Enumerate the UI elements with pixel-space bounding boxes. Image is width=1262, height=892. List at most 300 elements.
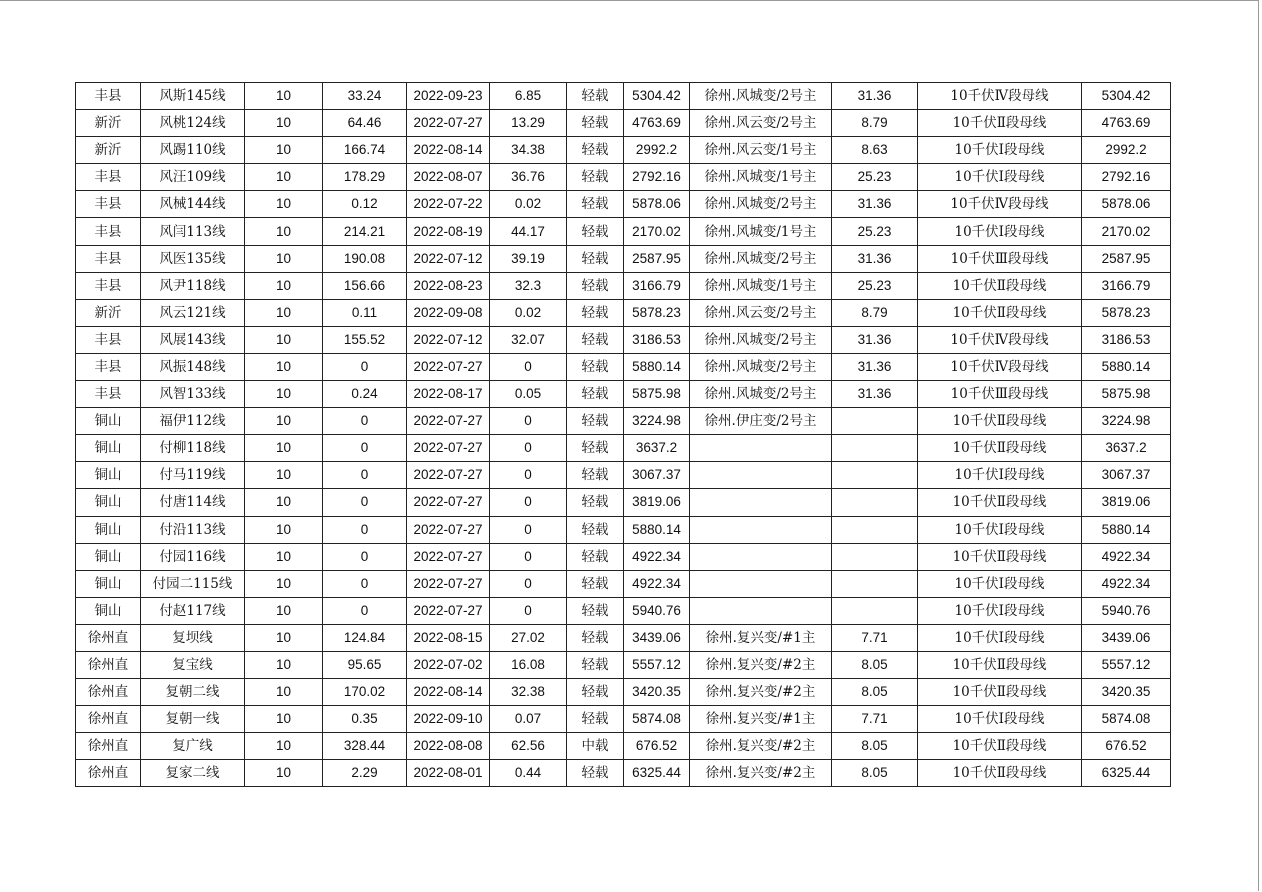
table-row [76,435,1171,462]
cell-load-rate: 0.44 [490,760,567,787]
cell-transformer-rate: 7.71 [832,624,918,651]
cell-date: 2022-07-27 [407,543,490,570]
cell-capacity: 6325.44 [624,760,690,787]
cell-substation: 徐州.风城变/1号主 [690,218,832,245]
cell-region: 丰县 [76,191,141,218]
cell-load-status: 轻载 [567,137,624,164]
cell-voltage: 10 [245,408,323,435]
cell-substation: 徐州.风云变/2号主 [690,299,832,326]
cell-line-name: 风汪109线 [141,164,245,191]
table-row [76,191,1171,218]
cell-voltage: 10 [245,435,323,462]
cell-current: 170.02 [323,679,407,706]
cell-region: 新沂 [76,137,141,164]
cell-line-name: 付园二115线 [141,570,245,597]
cell-substation: 徐州.风云变/1号主 [690,137,832,164]
cell-available-capacity: 5940.76 [1082,597,1171,624]
cell-current: 0 [323,489,407,516]
cell-current: 2.29 [323,760,407,787]
cell-date: 2022-07-27 [407,353,490,380]
cell-date: 2022-09-08 [407,299,490,326]
cell-busbar: 10千伏Ⅰ段母线 [918,137,1082,164]
cell-load-status: 轻载 [567,651,624,678]
cell-load-status: 轻载 [567,543,624,570]
cell-substation [690,570,832,597]
table-row [76,651,1171,678]
cell-transformer-rate: 31.36 [832,191,918,218]
cell-region: 铜山 [76,516,141,543]
cell-region: 徐州直 [76,624,141,651]
cell-capacity: 5940.76 [624,597,690,624]
cell-available-capacity: 5880.14 [1082,353,1171,380]
cell-date: 2022-07-12 [407,245,490,272]
cell-voltage: 10 [245,760,323,787]
cell-transformer-rate [832,516,918,543]
cell-transformer-rate: 31.36 [832,83,918,110]
cell-load-status: 轻载 [567,191,624,218]
cell-load-rate: 0.02 [490,299,567,326]
cell-date: 2022-08-07 [407,164,490,191]
cell-load-status: 轻载 [567,597,624,624]
cell-voltage: 10 [245,489,323,516]
cell-load-status: 轻载 [567,489,624,516]
cell-date: 2022-07-27 [407,570,490,597]
cell-region: 丰县 [76,83,141,110]
table-row [76,733,1171,760]
cell-load-rate: 0 [490,597,567,624]
cell-load-status: 轻载 [567,245,624,272]
cell-capacity: 5880.14 [624,516,690,543]
table-row [76,110,1171,137]
cell-available-capacity: 3420.35 [1082,679,1171,706]
cell-load-rate: 39.19 [490,245,567,272]
cell-voltage: 10 [245,462,323,489]
cell-substation: 徐州.风城变/2号主 [690,191,832,218]
cell-transformer-rate: 31.36 [832,353,918,380]
cell-capacity: 5880.14 [624,353,690,380]
cell-substation: 徐州.风云变/2号主 [690,110,832,137]
cell-line-name: 付园116线 [141,543,245,570]
cell-busbar: 10千伏Ⅰ段母线 [918,597,1082,624]
cell-available-capacity: 4763.69 [1082,110,1171,137]
table-row [76,706,1171,733]
cell-capacity: 5557.12 [624,651,690,678]
cell-capacity: 2792.16 [624,164,690,191]
cell-busbar: 10千伏Ⅳ段母线 [918,83,1082,110]
cell-region: 徐州直 [76,679,141,706]
cell-region: 丰县 [76,164,141,191]
cell-region: 徐州直 [76,760,141,787]
cell-substation: 徐州.伊庄变/2号主 [690,408,832,435]
cell-load-status: 轻载 [567,624,624,651]
cell-substation: 徐州.风城变/1号主 [690,164,832,191]
cell-date: 2022-08-14 [407,137,490,164]
cell-line-name: 风械144线 [141,191,245,218]
cell-available-capacity: 3166.79 [1082,272,1171,299]
cell-line-name: 付赵117线 [141,597,245,624]
table-row [76,597,1171,624]
cell-busbar: 10千伏Ⅳ段母线 [918,191,1082,218]
cell-capacity: 4922.34 [624,570,690,597]
cell-load-status: 轻载 [567,299,624,326]
cell-current: 0 [323,597,407,624]
cell-voltage: 10 [245,624,323,651]
cell-load-status: 轻载 [567,760,624,787]
cell-voltage: 10 [245,110,323,137]
cell-busbar: 10千伏Ⅱ段母线 [918,408,1082,435]
cell-current: 0 [323,435,407,462]
cell-busbar: 10千伏Ⅲ段母线 [918,245,1082,272]
cell-capacity: 5874.08 [624,706,690,733]
cell-available-capacity: 2992.2 [1082,137,1171,164]
cell-transformer-rate [832,543,918,570]
cell-line-name: 复家二线 [141,760,245,787]
cell-voltage: 10 [245,651,323,678]
cell-date: 2022-09-10 [407,706,490,733]
cell-load-status: 轻载 [567,83,624,110]
table-row [76,624,1171,651]
cell-region: 丰县 [76,326,141,353]
cell-date: 2022-07-27 [407,110,490,137]
cell-capacity: 5875.98 [624,381,690,408]
cell-transformer-rate: 8.05 [832,760,918,787]
cell-load-status: 轻载 [567,353,624,380]
cell-load-rate: 0.02 [490,191,567,218]
cell-load-rate: 44.17 [490,218,567,245]
cell-current: 190.08 [323,245,407,272]
cell-busbar: 10千伏Ⅱ段母线 [918,760,1082,787]
cell-substation: 徐州.复兴变/#2主 [690,651,832,678]
cell-line-name: 福伊112线 [141,408,245,435]
cell-load-status: 轻载 [567,272,624,299]
cell-available-capacity: 5880.14 [1082,516,1171,543]
cell-capacity: 3819.06 [624,489,690,516]
cell-busbar: 10千伏Ⅰ段母线 [918,218,1082,245]
cell-current: 0 [323,543,407,570]
cell-date: 2022-07-27 [407,597,490,624]
cell-busbar: 10千伏Ⅱ段母线 [918,489,1082,516]
cell-date: 2022-07-02 [407,651,490,678]
table-row [76,516,1171,543]
cell-current: 166.74 [323,137,407,164]
cell-substation: 徐州.风城变/2号主 [690,245,832,272]
cell-voltage: 10 [245,597,323,624]
cell-voltage: 10 [245,516,323,543]
cell-line-name: 风桃124线 [141,110,245,137]
cell-transformer-rate [832,597,918,624]
cell-line-name: 风闫113线 [141,218,245,245]
cell-date: 2022-07-27 [407,489,490,516]
cell-capacity: 676.52 [624,733,690,760]
cell-capacity: 2170.02 [624,218,690,245]
cell-substation: 徐州.复兴变/#1主 [690,624,832,651]
cell-voltage: 10 [245,272,323,299]
cell-line-name: 风云121线 [141,299,245,326]
cell-region: 徐州直 [76,733,141,760]
cell-transformer-rate [832,435,918,462]
cell-load-rate: 0.07 [490,706,567,733]
cell-current: 0 [323,408,407,435]
cell-busbar: 10千伏Ⅱ段母线 [918,435,1082,462]
cell-load-rate: 34.38 [490,137,567,164]
cell-line-name: 风尹118线 [141,272,245,299]
cell-load-rate: 6.85 [490,83,567,110]
cell-available-capacity: 4922.34 [1082,570,1171,597]
cell-voltage: 10 [245,164,323,191]
cell-load-status: 轻载 [567,218,624,245]
cell-substation: 徐州.风城变/2号主 [690,326,832,353]
cell-current: 0.35 [323,706,407,733]
cell-load-rate: 16.08 [490,651,567,678]
cell-load-rate: 0 [490,408,567,435]
cell-line-name: 付柳118线 [141,435,245,462]
cell-voltage: 10 [245,570,323,597]
cell-voltage: 10 [245,299,323,326]
cell-current: 156.66 [323,272,407,299]
cell-substation: 徐州.复兴变/#1主 [690,706,832,733]
cell-load-rate: 0 [490,435,567,462]
cell-region: 铜山 [76,408,141,435]
cell-load-rate: 0 [490,462,567,489]
cell-busbar: 10千伏Ⅲ段母线 [918,381,1082,408]
cell-available-capacity: 6325.44 [1082,760,1171,787]
table-row [76,381,1171,408]
table-row [76,489,1171,516]
cell-busbar: 10千伏Ⅰ段母线 [918,164,1082,191]
cell-transformer-rate: 31.36 [832,326,918,353]
cell-region: 铜山 [76,597,141,624]
cell-line-name: 风踢110线 [141,137,245,164]
cell-load-rate: 0 [490,543,567,570]
cell-region: 铜山 [76,489,141,516]
cell-capacity: 3420.35 [624,679,690,706]
cell-date: 2022-08-17 [407,381,490,408]
table-row [76,218,1171,245]
cell-voltage: 10 [245,679,323,706]
cell-capacity: 3166.79 [624,272,690,299]
cell-busbar: 10千伏Ⅱ段母线 [918,543,1082,570]
cell-date: 2022-07-22 [407,191,490,218]
cell-date: 2022-08-19 [407,218,490,245]
cell-transformer-rate: 8.79 [832,299,918,326]
cell-current: 33.24 [323,83,407,110]
cell-load-rate: 32.3 [490,272,567,299]
cell-substation: 徐州.复兴变/#2主 [690,679,832,706]
cell-date: 2022-08-23 [407,272,490,299]
cell-available-capacity: 5878.06 [1082,191,1171,218]
cell-line-name: 风智133线 [141,381,245,408]
cell-load-rate: 13.29 [490,110,567,137]
cell-date: 2022-07-27 [407,462,490,489]
table-row [76,570,1171,597]
cell-transformer-rate: 25.23 [832,218,918,245]
cell-transformer-rate [832,570,918,597]
cell-busbar: 10千伏Ⅱ段母线 [918,299,1082,326]
cell-load-rate: 32.38 [490,679,567,706]
table-row [76,760,1171,787]
cell-busbar: 10千伏Ⅰ段母线 [918,706,1082,733]
cell-current: 124.84 [323,624,407,651]
cell-region: 丰县 [76,245,141,272]
cell-region: 徐州直 [76,651,141,678]
cell-available-capacity: 2792.16 [1082,164,1171,191]
cell-substation: 徐州.风城变/2号主 [690,83,832,110]
cell-date: 2022-09-23 [407,83,490,110]
data-table [75,82,1171,787]
cell-region: 徐州直 [76,706,141,733]
cell-line-name: 复朝一线 [141,706,245,733]
cell-current: 0 [323,516,407,543]
cell-load-status: 中载 [567,733,624,760]
cell-capacity: 4763.69 [624,110,690,137]
cell-available-capacity: 3224.98 [1082,408,1171,435]
cell-capacity: 5304.42 [624,83,690,110]
cell-date: 2022-07-27 [407,516,490,543]
table-row [76,245,1171,272]
cell-busbar: 10千伏Ⅰ段母线 [918,516,1082,543]
table-row [76,543,1171,570]
table-row [76,83,1171,110]
cell-voltage: 10 [245,733,323,760]
cell-current: 0.24 [323,381,407,408]
cell-line-name: 付沿113线 [141,516,245,543]
cell-busbar: 10千伏Ⅰ段母线 [918,462,1082,489]
cell-voltage: 10 [245,381,323,408]
cell-current: 64.46 [323,110,407,137]
cell-available-capacity: 3067.37 [1082,462,1171,489]
cell-line-name: 付唐114线 [141,489,245,516]
cell-load-rate: 36.76 [490,164,567,191]
cell-load-status: 轻载 [567,679,624,706]
cell-substation [690,597,832,624]
cell-transformer-rate: 8.05 [832,733,918,760]
cell-capacity: 4922.34 [624,543,690,570]
table-row [76,164,1171,191]
cell-region: 新沂 [76,110,141,137]
cell-busbar: 10千伏Ⅰ段母线 [918,624,1082,651]
cell-line-name: 复朝二线 [141,679,245,706]
cell-capacity: 2587.95 [624,245,690,272]
cell-voltage: 10 [245,218,323,245]
cell-transformer-rate: 31.36 [832,245,918,272]
cell-region: 铜山 [76,543,141,570]
cell-capacity: 5878.23 [624,299,690,326]
cell-load-rate: 27.02 [490,624,567,651]
cell-region: 丰县 [76,381,141,408]
cell-capacity: 3224.98 [624,408,690,435]
table-body [76,83,1171,787]
cell-available-capacity: 676.52 [1082,733,1171,760]
cell-substation [690,516,832,543]
cell-substation: 徐州.风城变/1号主 [690,272,832,299]
cell-available-capacity: 3439.06 [1082,624,1171,651]
cell-load-rate: 0.05 [490,381,567,408]
cell-transformer-rate: 31.36 [832,381,918,408]
cell-voltage: 10 [245,543,323,570]
cell-current: 0 [323,353,407,380]
cell-available-capacity: 4922.34 [1082,543,1171,570]
cell-line-name: 风展143线 [141,326,245,353]
cell-busbar: 10千伏Ⅱ段母线 [918,733,1082,760]
cell-date: 2022-08-14 [407,679,490,706]
cell-line-name: 风振148线 [141,353,245,380]
cell-available-capacity: 3819.06 [1082,489,1171,516]
cell-current: 178.29 [323,164,407,191]
cell-load-status: 轻载 [567,570,624,597]
cell-date: 2022-07-27 [407,435,490,462]
table-row [76,326,1171,353]
cell-load-rate: 0 [490,353,567,380]
table-row [76,679,1171,706]
cell-capacity: 3186.53 [624,326,690,353]
cell-load-status: 轻载 [567,110,624,137]
cell-available-capacity: 2170.02 [1082,218,1171,245]
cell-transformer-rate: 7.71 [832,706,918,733]
cell-voltage: 10 [245,83,323,110]
cell-current: 155.52 [323,326,407,353]
cell-busbar: 10千伏Ⅳ段母线 [918,353,1082,380]
cell-load-status: 轻载 [567,516,624,543]
cell-available-capacity: 5874.08 [1082,706,1171,733]
cell-load-status: 轻载 [567,435,624,462]
cell-date: 2022-07-12 [407,326,490,353]
cell-voltage: 10 [245,245,323,272]
cell-capacity: 2992.2 [624,137,690,164]
cell-substation: 徐州.复兴变/#2主 [690,760,832,787]
cell-busbar: 10千伏Ⅳ段母线 [918,326,1082,353]
cell-available-capacity: 3637.2 [1082,435,1171,462]
cell-transformer-rate: 8.05 [832,651,918,678]
cell-line-name: 复广线 [141,733,245,760]
cell-transformer-rate: 25.23 [832,164,918,191]
cell-transformer-rate: 8.63 [832,137,918,164]
cell-transformer-rate: 8.79 [832,110,918,137]
table-row [76,408,1171,435]
cell-region: 铜山 [76,462,141,489]
cell-transformer-rate [832,408,918,435]
cell-load-rate: 62.56 [490,733,567,760]
cell-line-name: 复宝线 [141,651,245,678]
cell-date: 2022-07-27 [407,408,490,435]
cell-substation: 徐州.风城变/2号主 [690,381,832,408]
cell-region: 丰县 [76,218,141,245]
cell-line-name: 复坝线 [141,624,245,651]
cell-load-status: 轻载 [567,408,624,435]
cell-load-rate: 0 [490,570,567,597]
cell-current: 328.44 [323,733,407,760]
cell-load-rate: 0 [490,489,567,516]
cell-current: 0.12 [323,191,407,218]
cell-substation [690,489,832,516]
cell-available-capacity: 5304.42 [1082,83,1171,110]
cell-available-capacity: 3186.53 [1082,326,1171,353]
cell-busbar: 10千伏Ⅰ段母线 [918,570,1082,597]
cell-load-status: 轻载 [567,381,624,408]
cell-busbar: 10千伏Ⅱ段母线 [918,651,1082,678]
cell-substation: 徐州.风城变/2号主 [690,353,832,380]
cell-current: 214.21 [323,218,407,245]
cell-substation: 徐州.复兴变/#2主 [690,733,832,760]
cell-date: 2022-08-08 [407,733,490,760]
cell-transformer-rate: 25.23 [832,272,918,299]
cell-voltage: 10 [245,326,323,353]
cell-busbar: 10千伏Ⅱ段母线 [918,272,1082,299]
cell-line-name: 付马119线 [141,462,245,489]
cell-available-capacity: 2587.95 [1082,245,1171,272]
table-row [76,299,1171,326]
cell-line-name: 风斯145线 [141,83,245,110]
cell-transformer-rate [832,462,918,489]
